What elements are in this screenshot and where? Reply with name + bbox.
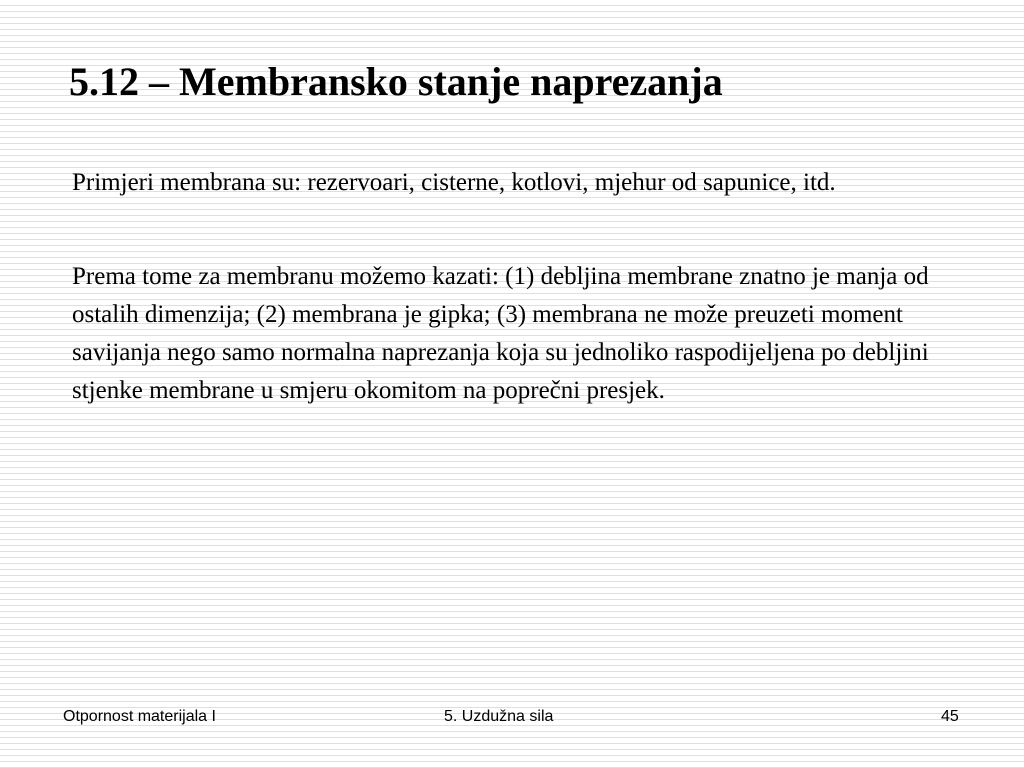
slide-title: 5.12 – Membransko stanje naprezanja <box>69 59 723 104</box>
footer-course-name: Otpornost materijala I <box>63 708 216 725</box>
footer-page-number: 45 <box>941 708 959 725</box>
footer-chapter-name: 5. Uzdužna sila <box>444 708 554 725</box>
examples-paragraph: Primjeri membrana su: rezervoari, cisterne, kotlovi, mjehur od sapunice, itd. <box>72 169 836 196</box>
membrane-properties-paragraph: Prema tome za membranu možemo kazati: (1) debljina membrane znatno je manja od ostalih dimenzija; (2) membrana je gipka; (3) membrana ne može preuzeti moment savijanja nego samo normalna naprezanja koja su jednoliko raspodijeljena po debljini stjenke membrane u smjeru okomitom na poprečni presjek. <box>72 263 929 404</box>
